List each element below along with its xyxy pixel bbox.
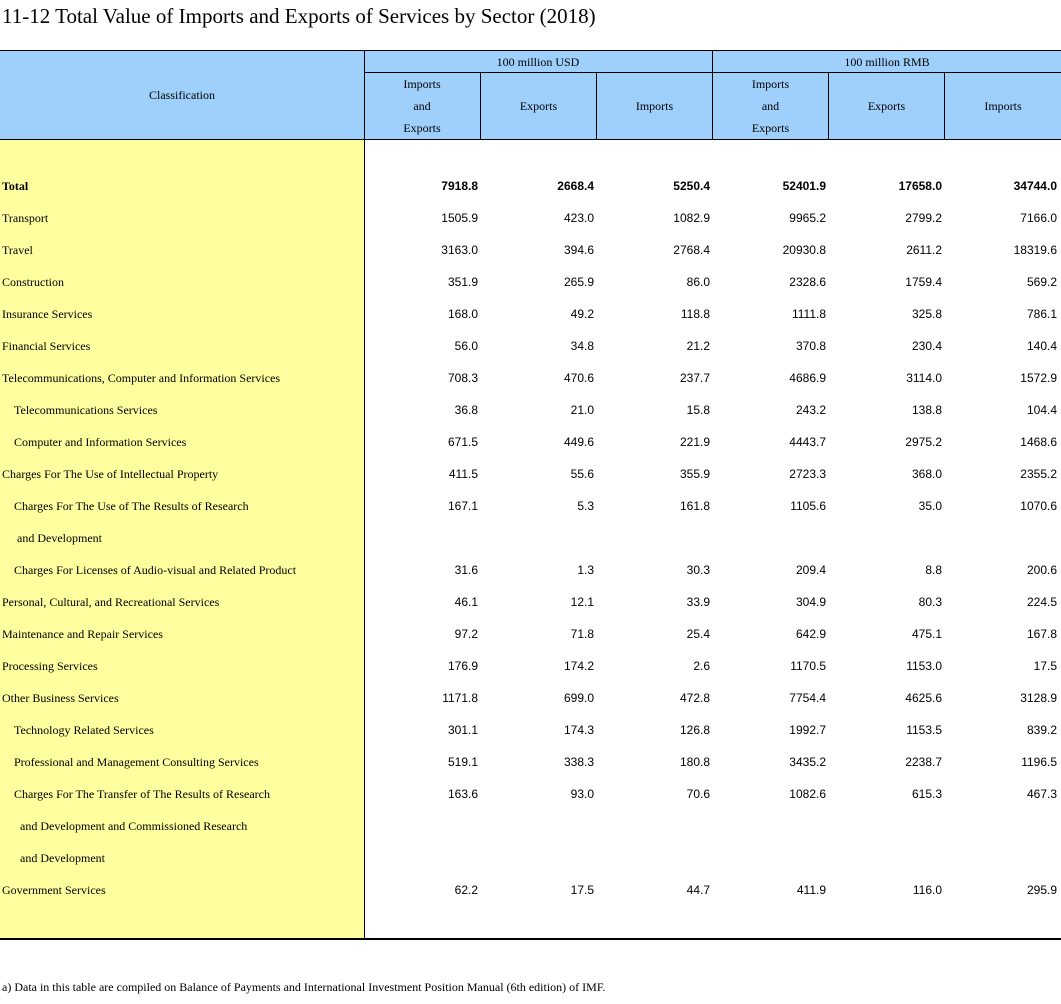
cell-value: 301.1	[447, 723, 478, 737]
cell-value: 470.6	[563, 371, 594, 385]
cell-value: 1572.9	[1020, 371, 1057, 385]
row-label: Construction	[2, 275, 64, 289]
usd-imports-and-exports-header	[364, 73, 480, 139]
cell-value: 7754.4	[789, 691, 826, 705]
cell-value: 615.3	[911, 787, 942, 801]
cell-value: 1505.9	[441, 211, 478, 225]
cell-value: 2723.3	[789, 467, 826, 481]
cell-value: 17658.0	[898, 179, 942, 193]
rmb-imports-header: Imports	[984, 99, 1022, 113]
table-row	[0, 395, 1061, 427]
row-label: Total	[2, 179, 29, 193]
cell-value: 224.5	[1026, 595, 1057, 609]
cell-value: 338.3	[563, 755, 594, 769]
row-label: Financial Services	[2, 339, 91, 353]
row-label: and Development	[20, 851, 105, 865]
cell-value: 12.1	[570, 595, 594, 609]
usd-group-header: 100 million USD	[496, 55, 580, 69]
cell-value: 8.8	[925, 563, 942, 577]
table-row	[0, 651, 1061, 683]
cell-value: 1468.6	[1020, 435, 1057, 449]
cell-value: 161.8	[679, 499, 710, 513]
row-label: Charges For The Transfer of The Results of Research	[14, 787, 270, 801]
cell-value: 70.6	[686, 787, 710, 801]
cell-value: 4686.9	[789, 371, 826, 385]
cell-value: 30.3	[686, 563, 710, 577]
classification-header: Classification	[149, 88, 215, 102]
cell-value: 35.0	[918, 499, 942, 513]
cell-value: 163.6	[447, 787, 478, 801]
cell-value: 2668.4	[557, 179, 594, 193]
table-row	[0, 171, 1061, 203]
row-label: Maintenance and Repair Services	[2, 627, 163, 641]
header-line: and	[413, 99, 431, 113]
table-row	[0, 331, 1061, 363]
table-row	[0, 875, 1061, 907]
cell-value: 1759.4	[905, 275, 942, 289]
header-line: Exports	[403, 121, 441, 135]
cell-value: 1082.6	[789, 787, 826, 801]
cell-value: 80.3	[918, 595, 942, 609]
cell-value: 1196.5	[1021, 755, 1057, 769]
cell-value: 209.4	[795, 563, 826, 577]
cell-value: 1992.7	[789, 723, 826, 737]
cell-value: 34744.0	[1013, 179, 1057, 193]
table-row	[0, 811, 1061, 843]
table-row	[0, 267, 1061, 299]
cell-value: 56.0	[454, 339, 478, 353]
cell-value: 116.0	[912, 883, 942, 897]
table-bottom-border	[0, 938, 1061, 940]
cell-value: 18319.6	[1013, 243, 1057, 257]
cell-value: 34.8	[570, 339, 594, 353]
cell-value: 31.6	[454, 563, 478, 577]
cell-value: 4625.6	[905, 691, 942, 705]
cell-value: 52401.9	[782, 179, 826, 193]
cell-value: 394.6	[563, 243, 594, 257]
cell-value: 55.6	[570, 467, 594, 481]
cell-value: 71.8	[570, 627, 594, 641]
table-row	[0, 683, 1061, 715]
row-label: Professional and Management Consulting Services	[14, 755, 259, 769]
cell-value: 97.2	[454, 627, 478, 641]
table-row	[0, 843, 1061, 875]
row-label: Telecommunications, Computer and Information Services	[2, 371, 281, 385]
cell-value: 3435.2	[789, 755, 826, 769]
cell-value: 46.1	[454, 595, 478, 609]
cell-value: 3163.0	[441, 243, 478, 257]
cell-value: 423.0	[563, 211, 594, 225]
cell-value: 167.8	[1026, 627, 1057, 641]
cell-value: 368.0	[911, 467, 942, 481]
cell-value: 230.4	[911, 339, 942, 353]
table-body	[0, 171, 1061, 907]
cell-value: 642.9	[795, 627, 826, 641]
table-row	[0, 747, 1061, 779]
cell-value: 167.1	[447, 499, 478, 513]
row-label: Computer and Information Services	[14, 435, 187, 449]
cell-value: 243.2	[795, 403, 826, 417]
cell-value: 519.1	[447, 755, 478, 769]
cell-value: 2611.2	[906, 243, 942, 257]
cell-value: 370.8	[795, 339, 826, 353]
cell-value: 93.0	[570, 787, 594, 801]
cell-value: 1111.8	[791, 307, 826, 321]
footnote: a) Data in this table are compiled on Balance of Payments and International Investment Position Manual (6th edition) of IMF.	[2, 980, 606, 994]
cell-value: 2238.7	[905, 755, 942, 769]
cell-value: 138.8	[911, 403, 942, 417]
row-label: Charges For The Use of Intellectual Property	[2, 467, 219, 481]
row-label: and Development and Commissioned Research	[20, 819, 248, 833]
cell-value: 140.4	[1026, 339, 1057, 353]
cell-value: 265.9	[563, 275, 594, 289]
cell-value: 1153.5	[906, 723, 942, 737]
cell-value: 2975.2	[905, 435, 942, 449]
cell-value: 304.9	[795, 595, 826, 609]
cell-value: 1170.5	[790, 659, 826, 673]
row-label: Government Services	[2, 883, 106, 897]
table-row	[0, 715, 1061, 747]
cell-value: 4443.7	[789, 435, 826, 449]
header-line: Imports	[751, 77, 790, 91]
row-label: Telecommunications Services	[14, 403, 158, 417]
cell-value: 351.9	[447, 275, 478, 289]
cell-value: 44.7	[686, 883, 710, 897]
table-row	[0, 555, 1061, 587]
cell-value: 569.2	[1026, 275, 1057, 289]
rmb-group-header: 100 million RMB	[844, 55, 930, 69]
cell-value: 9965.2	[789, 211, 826, 225]
cell-value: 221.9	[679, 435, 710, 449]
cell-value: 3128.9	[1020, 691, 1057, 705]
cell-value: 2.6	[693, 659, 710, 673]
row-label: Other Business Services	[2, 691, 119, 705]
table-row	[0, 427, 1061, 459]
cell-value: 671.5	[447, 435, 478, 449]
table-row	[0, 491, 1061, 523]
cell-value: 839.2	[1026, 723, 1057, 737]
cell-value: 17.5	[570, 883, 594, 897]
header-bottom-border	[0, 139, 1061, 140]
cell-value: 467.3	[1026, 787, 1057, 801]
cell-value: 2328.6	[789, 275, 826, 289]
cell-value: 237.7	[679, 371, 710, 385]
cell-value: 325.8	[911, 307, 942, 321]
cell-value: 1171.8	[442, 691, 478, 705]
cell-value: 1153.0	[906, 659, 942, 673]
cell-value: 200.6	[1026, 563, 1057, 577]
cell-value: 33.9	[686, 595, 710, 609]
row-label: Processing Services	[2, 659, 98, 673]
cell-value: 449.6	[563, 435, 594, 449]
page-title: 11-12 Total Value of Imports and Exports of Services by Sector (2018)	[2, 4, 596, 28]
cell-value: 2355.2	[1020, 467, 1057, 481]
cell-value: 126.8	[679, 723, 710, 737]
usd-imports-header: Imports	[635, 99, 674, 113]
table-row	[0, 459, 1061, 491]
cell-value: 1070.6	[1020, 499, 1057, 513]
cell-value: 168.0	[447, 307, 478, 321]
cell-value: 176.9	[447, 659, 478, 673]
cell-value: 475.1	[911, 627, 942, 641]
table-row	[0, 363, 1061, 395]
row-label: Charges For Licenses of Audio-visual and Related Product	[14, 563, 297, 577]
cell-value: 786.1	[1026, 307, 1057, 321]
table-row	[0, 235, 1061, 267]
cell-value: 1082.9	[673, 211, 710, 225]
cell-value: 2768.4	[673, 243, 710, 257]
row-label: Travel	[2, 243, 33, 257]
cell-value: 5250.4	[673, 179, 710, 193]
cell-value: 411.9	[796, 883, 826, 897]
cell-value: 49.2	[570, 307, 594, 321]
cell-value: 1.3	[577, 563, 594, 577]
cell-value: 20930.8	[782, 243, 826, 257]
table-row	[0, 587, 1061, 619]
cell-value: 295.9	[1026, 883, 1057, 897]
row-label: Insurance Services	[2, 307, 93, 321]
table-row	[0, 203, 1061, 235]
cell-value: 180.8	[679, 755, 710, 769]
cell-value: 118.8	[680, 307, 710, 321]
cell-value: 411.5	[448, 467, 478, 481]
cell-value: 7166.0	[1020, 211, 1057, 225]
usd-exports-header: Exports	[519, 99, 558, 113]
row-label: Personal, Cultural, and Recreational Services	[2, 595, 220, 609]
row-label: Charges For The Use of The Results of Research	[14, 499, 249, 513]
cell-value: 355.9	[679, 467, 710, 481]
cell-value: 21.2	[686, 339, 710, 353]
cell-value: 17.5	[1033, 659, 1057, 673]
table-row	[0, 299, 1061, 331]
rmb-imports-and-exports-header	[713, 73, 828, 139]
cell-value: 86.0	[686, 275, 710, 289]
table-row	[0, 779, 1061, 811]
cell-value: 25.4	[686, 627, 710, 641]
cell-value: 472.8	[679, 691, 710, 705]
cell-value: 5.3	[577, 499, 594, 513]
cell-value: 174.3	[563, 723, 594, 737]
cell-value: 174.2	[563, 659, 594, 673]
row-label: and Development	[17, 531, 102, 545]
table-row	[0, 619, 1061, 651]
cell-value: 3114.0	[906, 371, 942, 385]
row-label: Technology Related Services	[14, 723, 154, 737]
cell-value: 7918.8	[441, 179, 478, 193]
header-line: Imports	[403, 77, 441, 91]
header-line: and	[761, 99, 780, 113]
row-label: Transport	[2, 211, 49, 225]
table-row	[0, 523, 1061, 555]
cell-value: 2799.2	[905, 211, 942, 225]
cell-value: 1105.6	[790, 499, 826, 513]
rmb-exports-header: Exports	[867, 99, 906, 113]
cell-value: 708.3	[447, 371, 478, 385]
cell-value: 699.0	[563, 691, 594, 705]
cell-value: 36.8	[454, 403, 478, 417]
cell-value: 62.2	[454, 883, 478, 897]
cell-value: 15.8	[686, 403, 710, 417]
header-line: Exports	[751, 121, 790, 135]
cell-value: 104.4	[1026, 403, 1057, 417]
cell-value: 21.0	[570, 403, 594, 417]
